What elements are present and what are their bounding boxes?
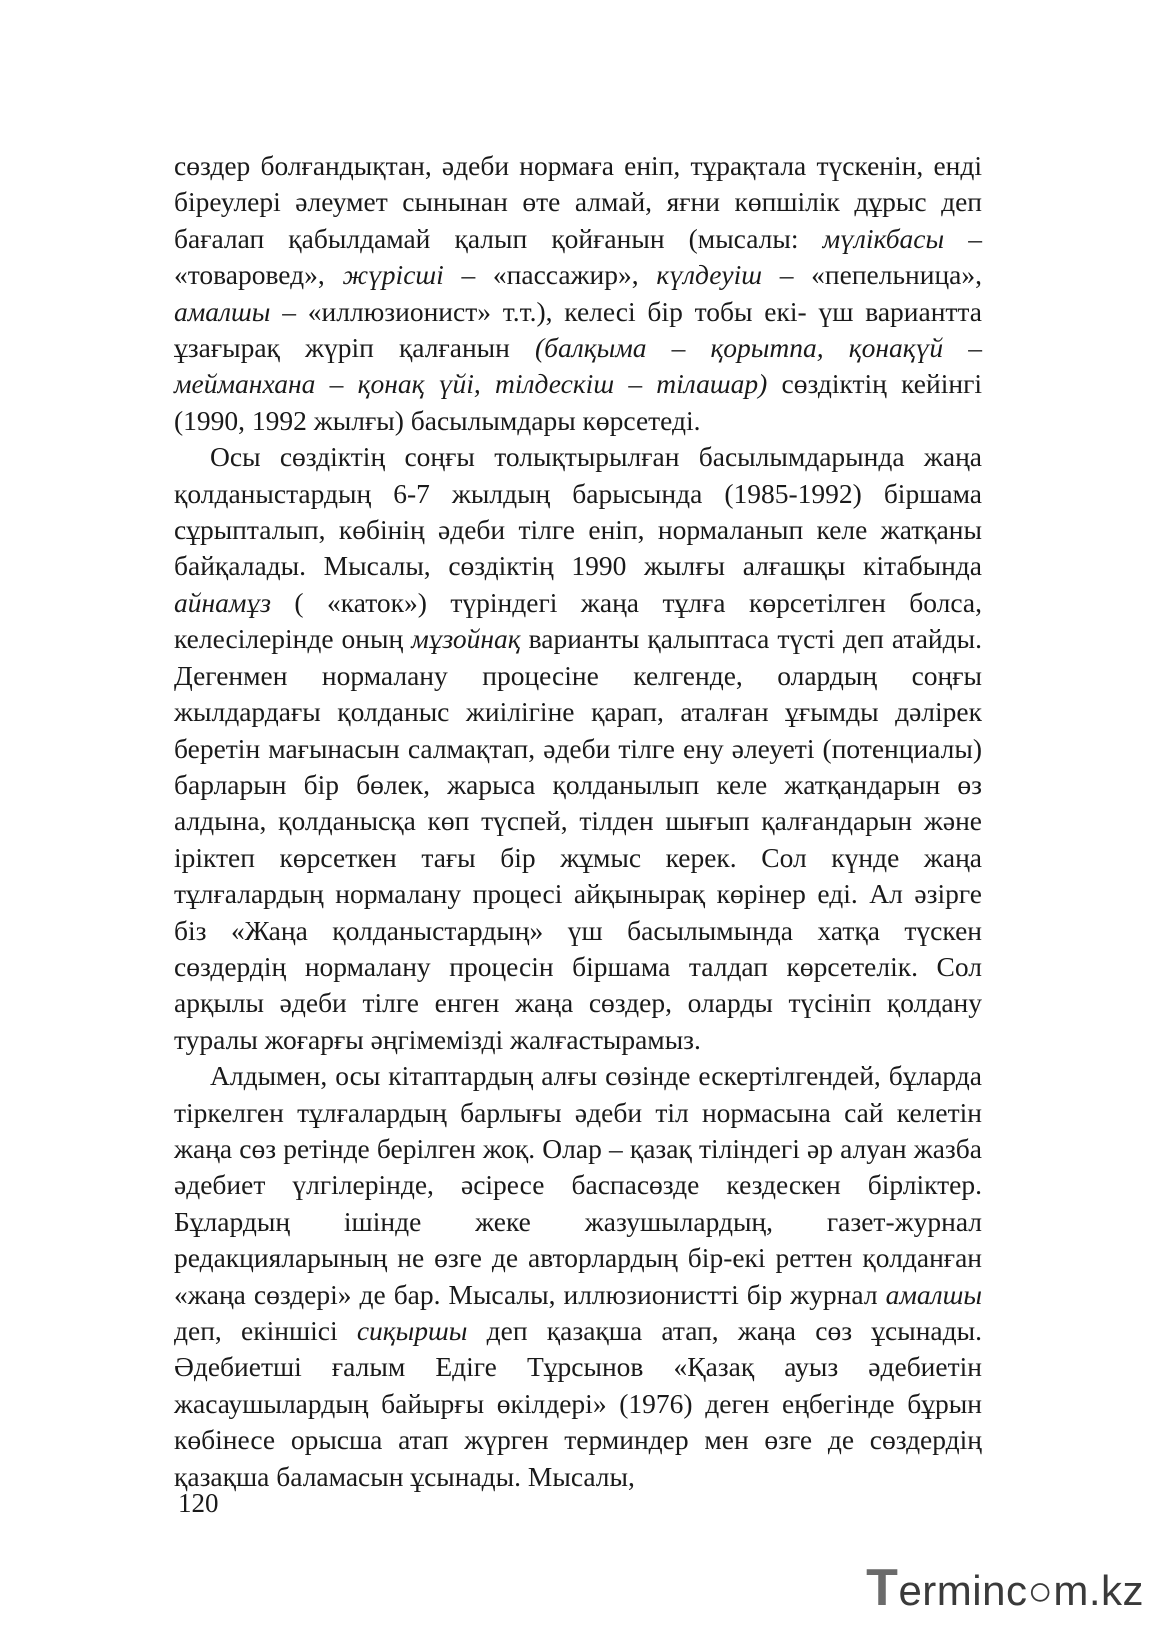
- text-run: – «товаровед»,: [174, 222, 982, 291]
- paragraph: [174, 148, 982, 439]
- italic-term: күлдеуіш: [656, 259, 763, 291]
- italic-term: (балқыма – қорытпа, қонақүй – мейманхана – қонақ үйі, тілдескіш – тілашар): [174, 332, 982, 400]
- text-run: ( «каток») түріндегі жаңа тұлға көрсетілген болса, келесілерінде оның: [174, 586, 982, 655]
- site-watermark: [866, 1559, 1144, 1617]
- paragraph: [174, 1058, 982, 1495]
- italic-term: сиқыршы: [356, 1315, 468, 1346]
- page-body: [174, 148, 982, 1495]
- italic-term: жүрісші: [342, 259, 444, 291]
- italic-term: амалшы: [885, 1278, 982, 1310]
- italic-term: айнамұз: [174, 586, 271, 618]
- text-run: Осы сөздіктің соңғы толықтырылған басылымдарында жаңа қолданыстардың 6-7 жылдың барысында (1985-1992) біршама сұрыпталып, көбінің әдеби тілге еніп, нормаланып келе жатқаны байқалады. Мысалы, сөздіктің 1990 жылғы алғашқы кітабында: [174, 441, 982, 582]
- text-run: варианты қалыптаса түсті деп атайды. Дегенмен нормалану процесіне келгенде, олардың соңғы жылдардағы қолданыс жиілігіне қарап, аталған ұғымды дәлірек беретін мағынасын салмақтап, әдеби тілге ену әлеуеті (потенциалы) барларын бір бөлек, жарыса қолданылып келе жатқандарын өз алдына, қолданысқа көп түспей, тілден шығып қалғандарын және іріктеп көрсеткен тағы бір жұмыс керек. Сол күнде жаңа тұлғалардың нормалану процесі айқынырақ көрінер еді. Ал әзірге біз «Жаңа қолданыстардың» үш басылымында хатқа түскен сөздердің нормалану процесін біршама талдап көрсетелік. Сол арқылы әдеби тілге енген жаңа сөздер, оларды түсініп қолдану туралы жоғарғы әңгімемізді жалғастырамыз.: [174, 623, 982, 1055]
- watermark-initial: T: [866, 1559, 899, 1617]
- text-run: – «пассажир»,: [443, 259, 657, 291]
- italic-term: мүлікбасы: [822, 222, 945, 254]
- text-run: – «иллюзионист» т.т.), келесі бір тобы екі- үш вариантта ұзағырақ жүріп қалғанын: [174, 295, 982, 364]
- text-run: – «пепельница»,: [762, 259, 982, 291]
- watermark-globe-icon: ○: [1027, 1567, 1054, 1614]
- watermark-text-a: erminc: [898, 1567, 1028, 1614]
- page-number: 120: [178, 1488, 219, 1518]
- text-run: сөздіктің кейінгі (1990, 1992 жылғы) басылымдары көрсетеді.: [174, 368, 982, 436]
- italic-term: амалшы: [174, 295, 271, 327]
- italic-term: мұзойнақ: [411, 623, 521, 655]
- text-run: сөздер болғандықтан, әдеби нормаға еніп, тұрақтала түскенін, енді біреулері әлеумет сынынан өте алмай, яғни көпшілік дұрыс деп бағалап қабылдамай қалып қойғанын (мысалы:: [174, 150, 982, 254]
- watermark-text-b: m.kz: [1053, 1567, 1144, 1614]
- text-run: Алдымен, осы кітаптардың алғы сөзінде ескертілгендей, бұларда тіркелген тұлғалардың барлығы әдеби тіл нормасына сай келетін жаңа сөз ретінде берілген жоқ. Олар – қазақ тіліндегі әр алуан жазба әдебиет үлгілерінде, әсіресе баспасөзде кездескен бірліктер. Бұлардың ішінде жеке жазушылардың, газет-журнал редакцияларының не өзге де авторлардың бір-екі реттен қолданған «жаңа сөздері» де бар. Мысалы, иллюзионистті бір журнал: [174, 1060, 982, 1310]
- text-run: деп, екіншісі: [174, 1315, 357, 1346]
- paragraph: [174, 439, 982, 1058]
- text-run: деп қазақша атап, жаңа сөз ұсынады. Әдебиетші ғалым Едіге Тұрсынов «Қазақ ауыз әдебиетін жасаушылардың байырғы өкілдері» (1976) деген еңбегінде бұрын көбінесе орысша атап жүрген терминдер мен өзге де сөздердің қазақша баламасын ұсынады. Мысалы,: [174, 1315, 982, 1492]
